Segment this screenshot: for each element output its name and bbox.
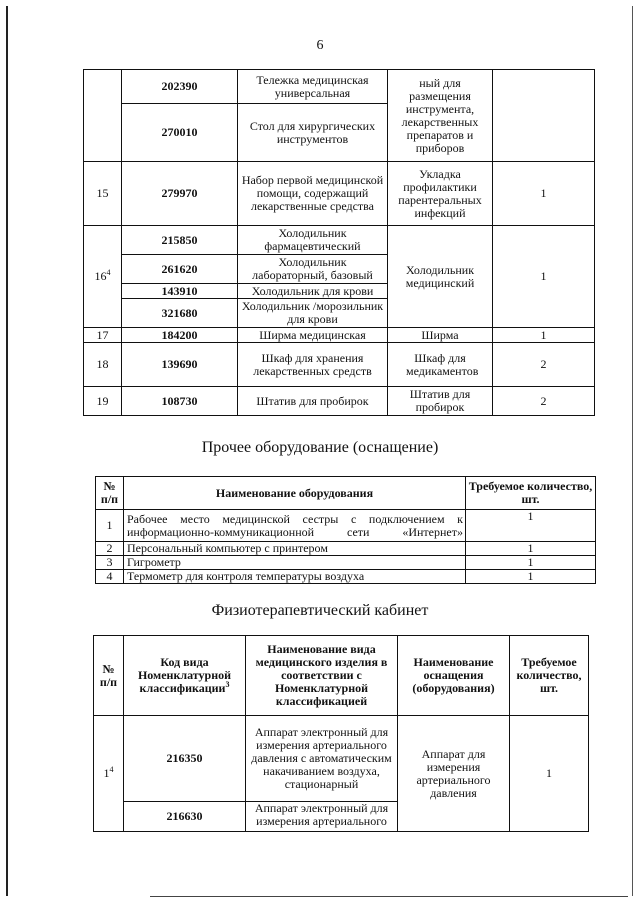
device-name-cell: Ширма медицинская xyxy=(238,328,388,343)
footnote-mark: 3 xyxy=(225,680,230,689)
page-number: 6 xyxy=(316,38,324,53)
device-name-cell: Шкаф для хранения лекарственных средств xyxy=(238,343,388,387)
row-number-cell xyxy=(94,716,124,832)
physiotherapy-table xyxy=(93,635,589,832)
equipment-name-cell: Термометр для контроля температуры воздуха xyxy=(124,570,466,584)
code-cell: 261620 xyxy=(122,255,238,284)
device-name-cell: Аппарат электронный для измерения артериального давления с автоматическим накачиванием воздуха, стационарный xyxy=(246,716,398,802)
code-cell: 215850 xyxy=(122,226,238,255)
equipment-cell: Шкаф для медикаментов xyxy=(388,343,493,387)
section-title-physiotherapy: Физиотерапевтический кабинет xyxy=(211,602,429,619)
table-row xyxy=(96,510,596,542)
row-number-cell: 18 xyxy=(84,343,122,387)
code-cell: 279970 xyxy=(122,162,238,226)
device-name-cell: Холодильник для крови xyxy=(238,284,388,299)
quantity-cell: 1 xyxy=(466,510,596,542)
footnote-mark: 4 xyxy=(109,765,114,774)
header-qty: Требуемое количество, шт. xyxy=(466,477,596,510)
header-equipment: Наименование оснащения (оборудования) xyxy=(398,636,510,716)
row-number-cell xyxy=(84,70,122,162)
quantity-cell: 1 xyxy=(493,328,595,343)
row-number-cell: 1 xyxy=(96,510,124,542)
footnote-mark: 4 xyxy=(106,268,111,277)
equipment-cell: Ширма xyxy=(388,328,493,343)
quantity-cell: 2 xyxy=(493,387,595,416)
device-name-cell: Стол для хирургических инструментов xyxy=(238,104,388,162)
device-name-cell: Набор первой медицинской помощи, содержащий лекарственные средства xyxy=(238,162,388,226)
other-equipment-table xyxy=(95,476,596,584)
equipment-cell: Штатив для пробирок xyxy=(388,387,493,416)
quantity-cell: 1 xyxy=(466,556,596,570)
equipment-name-cell: Персональный компьютер с принтером xyxy=(124,542,466,556)
table-row xyxy=(84,226,595,255)
row-number-cell: 4 xyxy=(96,570,124,584)
device-name-cell: Тележка медицинская универсальная xyxy=(238,70,388,104)
quantity-cell: 1 xyxy=(466,570,596,584)
header-code-text: Код вида Номенклатурной классификации xyxy=(137,655,232,695)
code-cell: 216630 xyxy=(124,802,246,832)
code-cell: 270010 xyxy=(122,104,238,162)
header-qty: Требуемое количество, шт. xyxy=(510,636,589,716)
equipment-cell: Укладка профилактики парентеральных инфекций xyxy=(388,162,493,226)
equipment-cell: Аппарат для измерения артериального давления xyxy=(398,716,510,832)
device-name-cell: Холодильник /морозильник для крови xyxy=(238,299,388,328)
equipment-cell: ный для размещения инструмента, лекарственных препаратов и приборов xyxy=(388,70,493,162)
quantity-cell: 1 xyxy=(510,716,589,832)
header-code xyxy=(124,636,246,716)
code-cell: 108730 xyxy=(122,387,238,416)
row-number-cell: 15 xyxy=(84,162,122,226)
table-row xyxy=(84,70,595,104)
table-header-row xyxy=(96,477,596,510)
row-number-cell: 17 xyxy=(84,328,122,343)
row-number-cell xyxy=(84,226,122,328)
code-cell: 139690 xyxy=(122,343,238,387)
code-cell: 216350 xyxy=(124,716,246,802)
device-name-cell: Аппарат электронный для измерения артериального xyxy=(246,802,398,832)
header-num: № п/п xyxy=(94,636,124,716)
device-name-cell: Холодильник лабораторный, базовый xyxy=(238,255,388,284)
table-row xyxy=(94,716,589,802)
row-number-cell: 3 xyxy=(96,556,124,570)
table-header-row xyxy=(94,636,589,716)
equipment-name-cell: Гигрометр xyxy=(124,556,466,570)
table-row xyxy=(96,570,596,584)
quantity-cell: 1 xyxy=(493,226,595,328)
equipment-name-cell: Рабочее место медицинской сестры с подключением к информационно-коммуникационной сети «Интернет» xyxy=(124,510,466,542)
device-name-cell: Штатив для пробирок xyxy=(238,387,388,416)
table-row xyxy=(84,328,595,343)
row-number: 1 xyxy=(103,766,110,780)
quantity-cell: 2 xyxy=(493,343,595,387)
code-cell: 184200 xyxy=(122,328,238,343)
code-cell: 321680 xyxy=(122,299,238,328)
row-number-cell: 19 xyxy=(84,387,122,416)
table-row xyxy=(84,343,595,387)
equipment-table-continued xyxy=(83,69,595,416)
bottom-rule xyxy=(150,896,628,897)
quantity-cell: 1 xyxy=(466,542,596,556)
header-name: Наименование оборудования xyxy=(124,477,466,510)
code-cell: 143910 xyxy=(122,284,238,299)
device-name-cell: Холодильник фармацевтический xyxy=(238,226,388,255)
row-number-cell: 2 xyxy=(96,542,124,556)
table-row xyxy=(96,556,596,570)
header-device-name: Наименование вида медицинского изделия в соответствии с Номенклатурной классификацией xyxy=(246,636,398,716)
code-cell: 202390 xyxy=(122,70,238,104)
equipment-cell: Холодильник медицинский xyxy=(388,226,493,328)
table-row xyxy=(84,387,595,416)
table-row xyxy=(96,542,596,556)
table-row xyxy=(84,162,595,226)
row-number: 16 xyxy=(94,269,107,283)
quantity-cell: 1 xyxy=(493,162,595,226)
quantity-cell xyxy=(493,70,595,162)
section-title-other-equipment: Прочее оборудование (оснащение) xyxy=(201,439,439,456)
header-num: № п/п xyxy=(96,477,124,510)
